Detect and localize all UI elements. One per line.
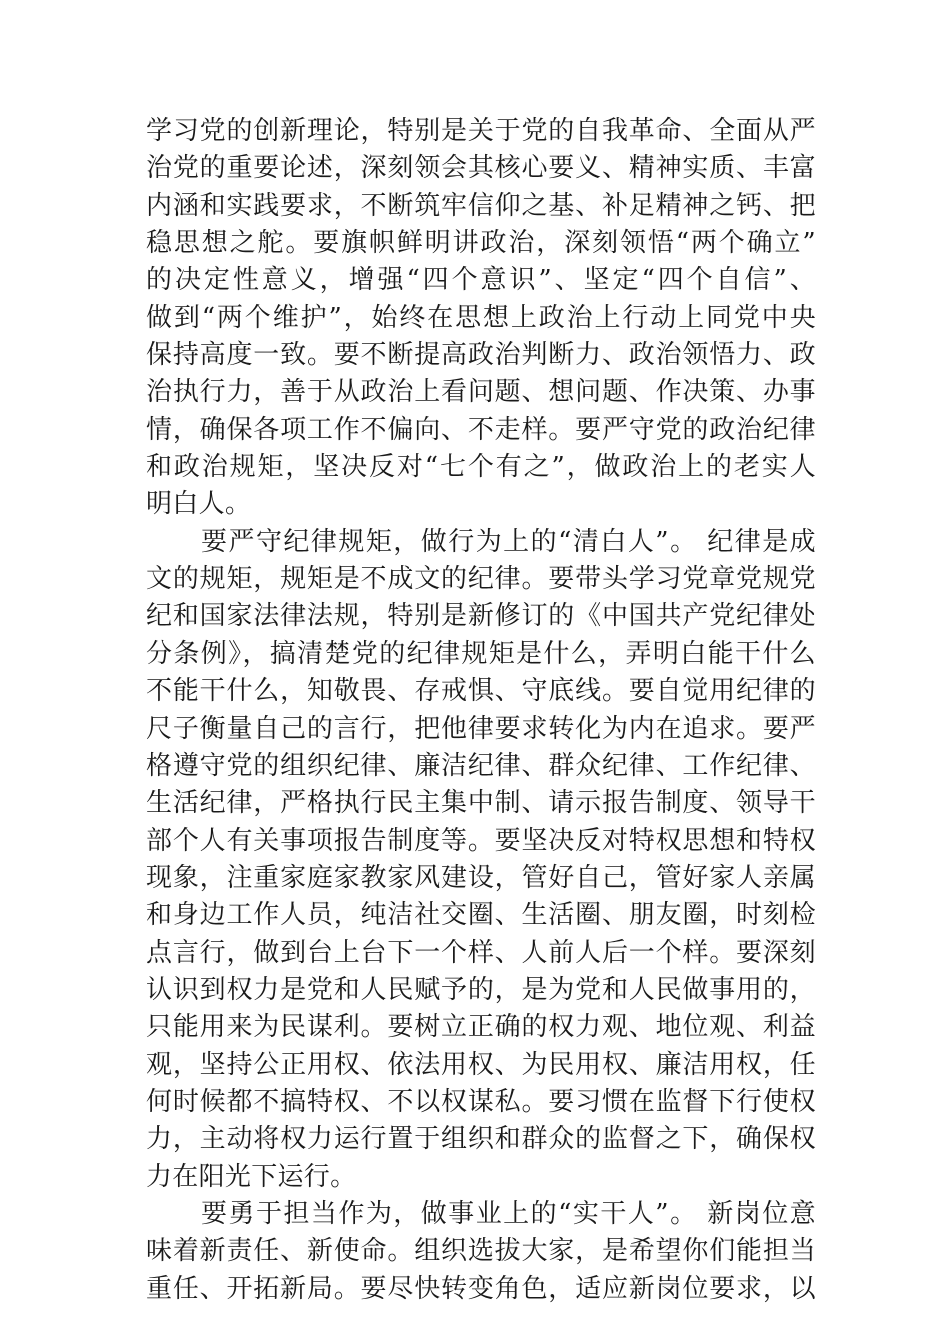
text-line: 和政治规矩，坚决反对“七个有之”，做政治上的老实人 xyxy=(146,452,816,483)
text-line: 何时候都不搞特权、不以权谋私。要习惯在监督下行使权 xyxy=(146,1086,816,1117)
text-line: 分条例》，搞清楚党的纪律规矩是什么，弄明白能干什么 xyxy=(146,638,816,669)
text-line: 稳思想之舵。要旗帜鲜明讲政治，深刻领悟“两个确立” xyxy=(146,228,816,259)
text-line: 纪和国家法律法规，特别是新修订的《中国共产党纪律处 xyxy=(146,601,816,632)
text-line: 明白人。 xyxy=(146,489,252,520)
text-line: 保持高度一致。要不断提高政治判断力、政治领悟力、政 xyxy=(146,340,816,371)
text-line: 重任、开拓新局。要尽快转变角色，适应新岗位要求，以 xyxy=(146,1273,816,1304)
text-line: 内涵和实践要求，不断筑牢信仰之基、补足精神之钙、把 xyxy=(146,190,816,221)
text-line: 文的规矩，规矩是不成文的纪律。要带头学习党章党规党 xyxy=(146,564,816,595)
text-line: 格遵守党的组织纪律、廉洁纪律、群众纪律、工作纪律、 xyxy=(146,750,816,781)
text-line: 观，坚持公正用权、依法用权、为民用权、廉洁用权，任 xyxy=(146,1049,816,1080)
section-heading-line: 要严守纪律规矩，做行为上的“清白人”。 纪律是成 xyxy=(201,526,816,557)
text-line: 力在阳光下运行。 xyxy=(146,1161,357,1192)
text-line: 和身边工作人员，纯洁社交圈、生活圈、朋友圈，时刻检 xyxy=(146,900,816,931)
text-line: 学习党的创新理论，特别是关于党的自我革命、全面从严 xyxy=(146,116,816,146)
text-line: 力，主动将权力运行置于组织和群众的监督之下，确保权 xyxy=(146,1124,816,1155)
text-line: 治执行力，善于从政治上看问题、想问题、作决策、办事 xyxy=(146,377,816,408)
text-line: 做到“两个维护”，始终在思想上政治上行动上同党中央 xyxy=(146,302,816,333)
text-line: 生活纪律，严格执行民主集中制、请示报告制度、领导干 xyxy=(146,788,816,819)
text-line: 点言行，做到台上台下一个样、人前人后一个样。要深刻 xyxy=(146,937,816,968)
text-line: 只能用来为民谋利。要树立正确的权力观、地位观、利益 xyxy=(146,1012,816,1043)
text-line: 治党的重要论述，深刻领会其核心要义、精神实质、丰富 xyxy=(146,153,816,184)
body-text xyxy=(146,113,816,1308)
text-line: 认识到权力是党和人民赋予的，是为党和人民做事用的， xyxy=(146,974,816,1005)
text-line: 现象，注重家庭家教家风建设，管好自己，管好家人亲属 xyxy=(146,862,816,893)
section-heading-line: 要勇于担当作为，做事业上的“实干人”。 新岗位意 xyxy=(201,1198,816,1229)
text-line: 情，确保各项工作不偏向、不走样。要严守党的政治纪律 xyxy=(146,414,816,445)
text-line: 的决定性意义，增强“四个意识”、坚定“四个自信”、 xyxy=(146,265,816,296)
text-line: 不能干什么，知敬畏、存戒惧、守底线。要自觉用纪律的 xyxy=(146,676,816,707)
text-line: 尺子衡量自己的言行，把他律要求转化为内在追求。要严 xyxy=(146,713,816,744)
text-line: 味着新责任、新使命。组织选拔大家，是希望你们能担当 xyxy=(146,1236,816,1267)
text-line: 部个人有关事项报告制度等。要坚决反对特权思想和特权 xyxy=(146,825,816,856)
